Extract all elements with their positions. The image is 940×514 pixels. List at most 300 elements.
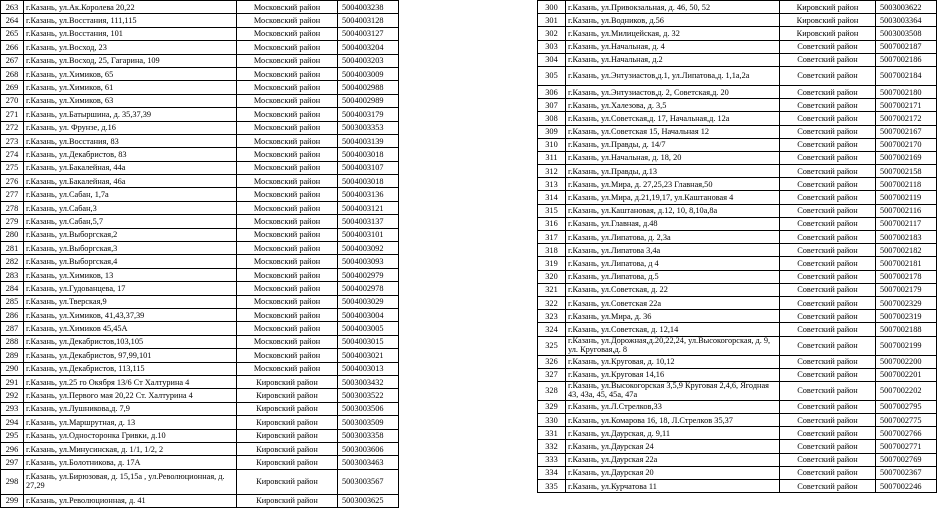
row-address: г.Казань, ул.Батыршина, д. 35,37,39 [24,108,237,121]
row-address: г.Казань, ул.Маршрутная, д. 13 [24,416,237,429]
row-number: 306 [538,85,566,98]
table-row [538,257,937,270]
row-address: г.Казань, ул.Восстания, 111,115 [24,14,237,27]
row-address: г.Казань, ул.Водников, д.56 [566,14,780,27]
row-address: г.Казань, ул.Сабан,5,7 [24,215,237,228]
row-address: г.Казань, ул.Бакалейная, 44а [24,161,237,174]
row-code: 5003003567 [338,469,399,494]
row-district: Московский район [237,349,338,362]
row-code: 5007002184 [876,66,937,85]
row-code: 5004003018 [338,148,399,161]
row-district: Советский район [780,283,876,296]
row-code: 5003003522 [338,389,399,402]
row-number: 300 [538,1,566,14]
table-row [1,215,399,228]
row-address: г.Казань, ул.Декабристов, 113,115 [24,362,237,375]
row-code: 5004003179 [338,108,399,121]
row-address: г.Казань, ул.Мира, д. 27,25,23 Главная,50 [566,178,780,191]
row-address: г.Казань, ул.Революционная, д. 41 [24,494,237,507]
row-district: Советский район [780,191,876,204]
row-address: г.Казань, ул.Тверская,9 [24,295,237,308]
row-code: 5007002167 [876,125,937,138]
row-district: Кировский район [780,1,876,14]
row-number: 298 [1,469,24,494]
table-row [538,66,937,85]
row-number: 285 [1,295,24,308]
row-code: 5007002180 [876,85,937,98]
row-number: 288 [1,335,24,348]
row-code: 5004003004 [338,308,399,321]
row-code: 5004003029 [338,295,399,308]
row-district: Московский район [237,282,338,295]
row-district: Советский район [780,466,876,479]
table-row [538,112,937,125]
row-number: 302 [538,27,566,40]
row-address: г.Казань, ул.Восстания, 101 [24,27,237,40]
row-address: г.Казань, ул.25 го Окября 13/6 Ст Халтурина 4 [24,375,237,388]
row-number: 313 [538,178,566,191]
row-number: 316 [538,217,566,230]
row-number: 319 [538,257,566,270]
row-code: 5007002367 [876,466,937,479]
row-address: г.Казань, ул.Начальная, д. 18, 20 [566,151,780,164]
row-address: г.Казань, ул.Химиков, 63 [24,94,237,107]
row-address: г.Казань, ул.Даурская 22а [566,453,780,466]
table-row [1,494,399,507]
row-number: 307 [538,99,566,112]
table-row [1,456,399,469]
table-row [538,191,937,204]
row-code: 5003003353 [338,121,399,134]
row-code: 5007002182 [876,244,937,257]
row-code: 5007002183 [876,231,937,244]
row-code: 5004003136 [338,188,399,201]
row-number: 332 [538,440,566,453]
row-number: 267 [1,54,24,67]
row-address: г.Казань, ул.Советская,д. 17, Начальная,д. 12а [566,112,780,125]
row-number: 303 [538,40,566,53]
row-address: г.Казань, ул.Выборгская,3 [24,242,237,255]
row-code: 5003003625 [338,494,399,507]
row-district: Советский район [780,204,876,217]
table-row [538,414,937,427]
row-district: Советский район [780,257,876,270]
row-address: г.Казань, ул.Мира, д. 36 [566,310,780,323]
row-address: г.Казань, ул.Липатова, д. 2,3а [566,231,780,244]
row-code: 5007002201 [876,368,937,381]
row-district: Московский район [237,295,338,308]
table-row [1,416,399,429]
row-district: Кировский район [237,469,338,494]
table-row [1,442,399,455]
row-code: 5004002988 [338,81,399,94]
row-address: г.Казань, ул.Восход, 25, Гагарина, 109 [24,54,237,67]
row-address: г.Казань, ул.Круговая, д. 10,12 [566,355,780,368]
row-district: Московский район [237,27,338,40]
row-code: 5007002117 [876,217,937,230]
row-district: Московский район [237,41,338,54]
row-district: Кировский район [237,389,338,402]
row-district: Советский район [780,165,876,178]
table-row [1,134,399,147]
row-district: Советский район [780,336,876,355]
row-address: г.Казань, ул.Минусинская, д. 1/1, 1/2, 2 [24,442,237,455]
row-number: 323 [538,310,566,323]
row-code: 5007002170 [876,138,937,151]
row-number: 275 [1,161,24,174]
table-row [1,255,399,268]
row-address: г.Казань, ул.Даурская 20 [566,466,780,479]
row-district: Московский район [237,94,338,107]
row-code: 5004003107 [338,161,399,174]
row-code: 5004003137 [338,215,399,228]
row-address: г.Казань, ул.Круговая 14,16 [566,368,780,381]
row-district: Советский район [780,427,876,440]
row-number: 299 [1,494,24,507]
row-number: 282 [1,255,24,268]
row-number: 264 [1,14,24,27]
row-district: Московский район [237,54,338,67]
table-row [538,466,937,479]
row-code: 5007002119 [876,191,937,204]
row-district: Московский район [237,121,338,134]
row-number: 290 [1,362,24,375]
table-row [538,270,937,283]
row-district: Московский район [237,134,338,147]
row-number: 274 [1,148,24,161]
row-address: г.Казань, ул.Химиков, 65 [24,67,237,80]
row-district: Советский район [780,400,876,413]
row-address: г.Казань, ул.Декабристов, 97,99,101 [24,349,237,362]
table-row [538,125,937,138]
row-district: Кировский район [780,14,876,27]
row-district: Советский район [780,355,876,368]
table-row [1,201,399,214]
table-row [1,335,399,348]
row-code: 5007002186 [876,53,937,66]
row-number: 333 [538,453,566,466]
row-code: 5007002766 [876,427,937,440]
row-address: г.Казань, ул.Бакалейная, 46а [24,175,237,188]
row-address: г.Казань, ул.Липатова, д 4 [566,257,780,270]
table-row [538,381,937,400]
table-row [538,336,937,355]
row-address: г.Казань, ул.Первого мая 20,22 Ст. Халтурина 4 [24,389,237,402]
row-district: Советский район [780,217,876,230]
table-row [1,108,399,121]
row-code: 5007002171 [876,99,937,112]
row-district: Кировский район [237,456,338,469]
row-number: 310 [538,138,566,151]
table-row [538,217,937,230]
row-district: Московский район [237,161,338,174]
row-address: г.Казань, ул.Липатова, д.5 [566,270,780,283]
row-district: Кировский район [237,494,338,507]
table-row [1,121,399,134]
row-number: 293 [1,402,24,415]
row-number: 318 [538,244,566,257]
row-district: Московский район [237,14,338,27]
row-district: Московский район [237,322,338,335]
table-row [538,283,937,296]
row-district: Советский район [780,453,876,466]
table-row [538,27,937,40]
table-row [1,81,399,94]
row-district: Кировский район [237,416,338,429]
row-number: 268 [1,67,24,80]
row-address: г.Казань, ул.Энтузиастов,д.1, ул.Липатова,д. 1,1а,2а [566,66,780,85]
row-address: г.Казань, ул.Декабристов,103,105 [24,335,237,348]
row-address: г.Казань, ул.Ак.Королева 20,22 [24,1,237,14]
row-code: 5004002989 [338,94,399,107]
row-address: г.Казань, ул.Лушникова,д. 7,9 [24,402,237,415]
row-code: 5007002775 [876,414,937,427]
row-number: 266 [1,41,24,54]
row-district: Советский район [780,99,876,112]
row-code: 5003003506 [338,402,399,415]
row-code: 5007002329 [876,296,937,309]
row-number: 331 [538,427,566,440]
row-number: 270 [1,94,24,107]
table-row [538,440,937,453]
row-number: 276 [1,175,24,188]
row-number: 329 [538,400,566,413]
row-address: г.Казань, ул.Советская 15, Начальная 12 [566,125,780,138]
table-row [538,204,937,217]
row-number: 294 [1,416,24,429]
row-code: 5007002188 [876,323,937,336]
row-address: г.Казань, ул.Милицейская, д. 32 [566,27,780,40]
row-number: 295 [1,429,24,442]
row-district: Московский район [237,242,338,255]
table-row [1,161,399,174]
table-row [1,67,399,80]
registry-table-right [537,0,937,493]
row-district: Советский район [780,270,876,283]
row-code: 5007002319 [876,310,937,323]
row-district: Московский район [237,308,338,321]
table-row [1,54,399,67]
row-district: Московский район [237,81,338,94]
row-district: Московский район [237,255,338,268]
row-district: Советский район [780,368,876,381]
row-address: г.Казань, ул. Фрунзе, д.16 [24,121,237,134]
row-number: 304 [538,53,566,66]
row-address: г.Казань, ул.Бирюзовая, д. 15,15а , ул.Революционная, д. 27,29 [24,469,237,494]
row-code: 5007002172 [876,112,937,125]
row-district: Советский район [780,244,876,257]
row-number: 314 [538,191,566,204]
row-number: 327 [538,368,566,381]
row-code: 5004003238 [338,1,399,14]
row-address: г.Казань, ул.Гудованцева, 17 [24,282,237,295]
table-row [1,94,399,107]
row-address: г.Казань, ул.Химиков 45,45А [24,322,237,335]
table-row [538,244,937,257]
row-district: Советский район [780,231,876,244]
row-address: г.Казань, ул.Сабан,3 [24,201,237,214]
table-row [538,480,937,493]
row-code: 5007002179 [876,283,937,296]
row-district: Советский район [780,480,876,493]
row-code: 5004003127 [338,27,399,40]
row-address: г.Казань, ул.Начальная, д.2 [566,53,780,66]
row-district: Московский район [237,67,338,80]
row-number: 269 [1,81,24,94]
row-number: 328 [538,381,566,400]
row-district: Советский район [780,40,876,53]
row-address: г.Казань, ул.Энтузиастов,д. 2, Советская,д. 20 [566,85,780,98]
row-code: 5004002978 [338,282,399,295]
row-number: 330 [538,414,566,427]
row-number: 296 [1,442,24,455]
row-number: 312 [538,165,566,178]
row-district: Советский район [780,151,876,164]
table-row [1,41,399,54]
row-district: Московский район [237,148,338,161]
row-number: 283 [1,268,24,281]
row-address: г.Казань, ул.Дорожная,д.20,22,24, ул.Высокогорская, д. 9, ул. Круговая,д. 8 [566,336,780,355]
table-row [538,178,937,191]
row-code: 5004003093 [338,255,399,268]
row-address: г.Казань, ул.Советская 22а [566,296,780,309]
row-code: 5003003509 [338,416,399,429]
row-number: 273 [1,134,24,147]
row-number: 301 [538,14,566,27]
row-code: 5004003203 [338,54,399,67]
row-number: 308 [538,112,566,125]
table-row [538,1,937,14]
row-code: 5003003358 [338,429,399,442]
row-district: Кировский район [237,429,338,442]
table-row [1,295,399,308]
table-row [538,400,937,413]
row-address: г.Казань, ул.Советская, д. 12,14 [566,323,780,336]
row-district: Советский район [780,85,876,98]
row-address: г.Казань, ул.Начальная, д. 4 [566,40,780,53]
row-code: 5004003015 [338,335,399,348]
row-code: 5007002116 [876,204,937,217]
table-row [1,27,399,40]
table-row [1,429,399,442]
row-district: Московский район [237,201,338,214]
row-code: 5004003092 [338,242,399,255]
row-address: г.Казань, ул.Односторонка Гривки, д.10 [24,429,237,442]
row-district: Московский район [237,175,338,188]
row-number: 335 [538,480,566,493]
row-code: 5003003508 [876,27,937,40]
table-row [538,99,937,112]
row-district: Кировский район [237,402,338,415]
table-row [538,310,937,323]
row-district: Московский район [237,1,338,14]
row-code: 5004003139 [338,134,399,147]
table-row [538,53,937,66]
table-row [538,14,937,27]
row-code: 5004003121 [338,201,399,214]
row-district: Советский район [780,53,876,66]
row-district: Советский район [780,125,876,138]
table-row [1,175,399,188]
row-code: 5007002769 [876,453,937,466]
row-district: Советский район [780,310,876,323]
table-row [538,165,937,178]
row-code: 5004003018 [338,175,399,188]
row-number: 284 [1,282,24,295]
registry-table-right-body [538,1,937,493]
row-code: 5003003463 [338,456,399,469]
row-address: г.Казань, ул.Липатова 3,4а [566,244,780,257]
row-district: Кировский район [237,442,338,455]
row-code: 5003003622 [876,1,937,14]
row-address: г.Казань, ул.Правды, д. 14/7 [566,138,780,151]
row-address: г.Казань, ул.Выборгская,2 [24,228,237,241]
table-row [538,453,937,466]
table-row [538,368,937,381]
row-district: Советский район [780,138,876,151]
row-number: 265 [1,27,24,40]
row-number: 334 [538,466,566,479]
row-code: 5007002158 [876,165,937,178]
row-number: 292 [1,389,24,402]
row-code: 5004003013 [338,362,399,375]
row-address: г.Казань, ул.Высокогорская 3,5,9 Круговая 2,4,6, Ягодная 43, 43а, 45, 45а, 47а [566,381,780,400]
row-number: 263 [1,1,24,14]
row-district: Советский район [780,66,876,85]
row-number: 278 [1,201,24,214]
table-row [1,362,399,375]
row-address: г.Казань, ул.Выборгская,4 [24,255,237,268]
row-district: Московский район [237,268,338,281]
row-address: г.Казань, ул.Привокзальная, д. 46, 50, 52 [566,1,780,14]
row-code: 5003003606 [338,442,399,455]
row-address: г.Казань, ул.Л.Стрелков,33 [566,400,780,413]
row-number: 279 [1,215,24,228]
row-number: 277 [1,188,24,201]
row-address: г.Казань, ул.Даурская 24 [566,440,780,453]
row-code: 5004003204 [338,41,399,54]
row-code: 5007002181 [876,257,937,270]
row-code: 5007002200 [876,355,937,368]
table-row [1,282,399,295]
row-district: Кировский район [780,27,876,40]
row-number: 305 [538,66,566,85]
row-address: г.Казань, ул.Восход, 23 [24,41,237,54]
row-code: 5004003009 [338,67,399,80]
row-address: г.Казань, ул.Болотникова, д. 17А [24,456,237,469]
row-number: 287 [1,322,24,335]
row-code: 5007002178 [876,270,937,283]
table-row [1,349,399,362]
row-code: 5007002199 [876,336,937,355]
row-number: 280 [1,228,24,241]
row-district: Советский район [780,381,876,400]
row-code: 5004003021 [338,349,399,362]
row-address: г.Казань, ул.Каштановая, д.12, 10, 8,10а,8а [566,204,780,217]
row-district: Советский район [780,112,876,125]
row-code: 5004002979 [338,268,399,281]
row-address: г.Казань, ул.Даурская, д. 9,11 [566,427,780,440]
table-row [1,469,399,494]
row-address: г.Казань, ул.Химиков, 61 [24,81,237,94]
row-district: Московский район [237,335,338,348]
row-code: 5003003364 [876,14,937,27]
table-row [1,268,399,281]
row-district: Кировский район [237,375,338,388]
table-row [1,389,399,402]
table-row [1,1,399,14]
row-number: 324 [538,323,566,336]
